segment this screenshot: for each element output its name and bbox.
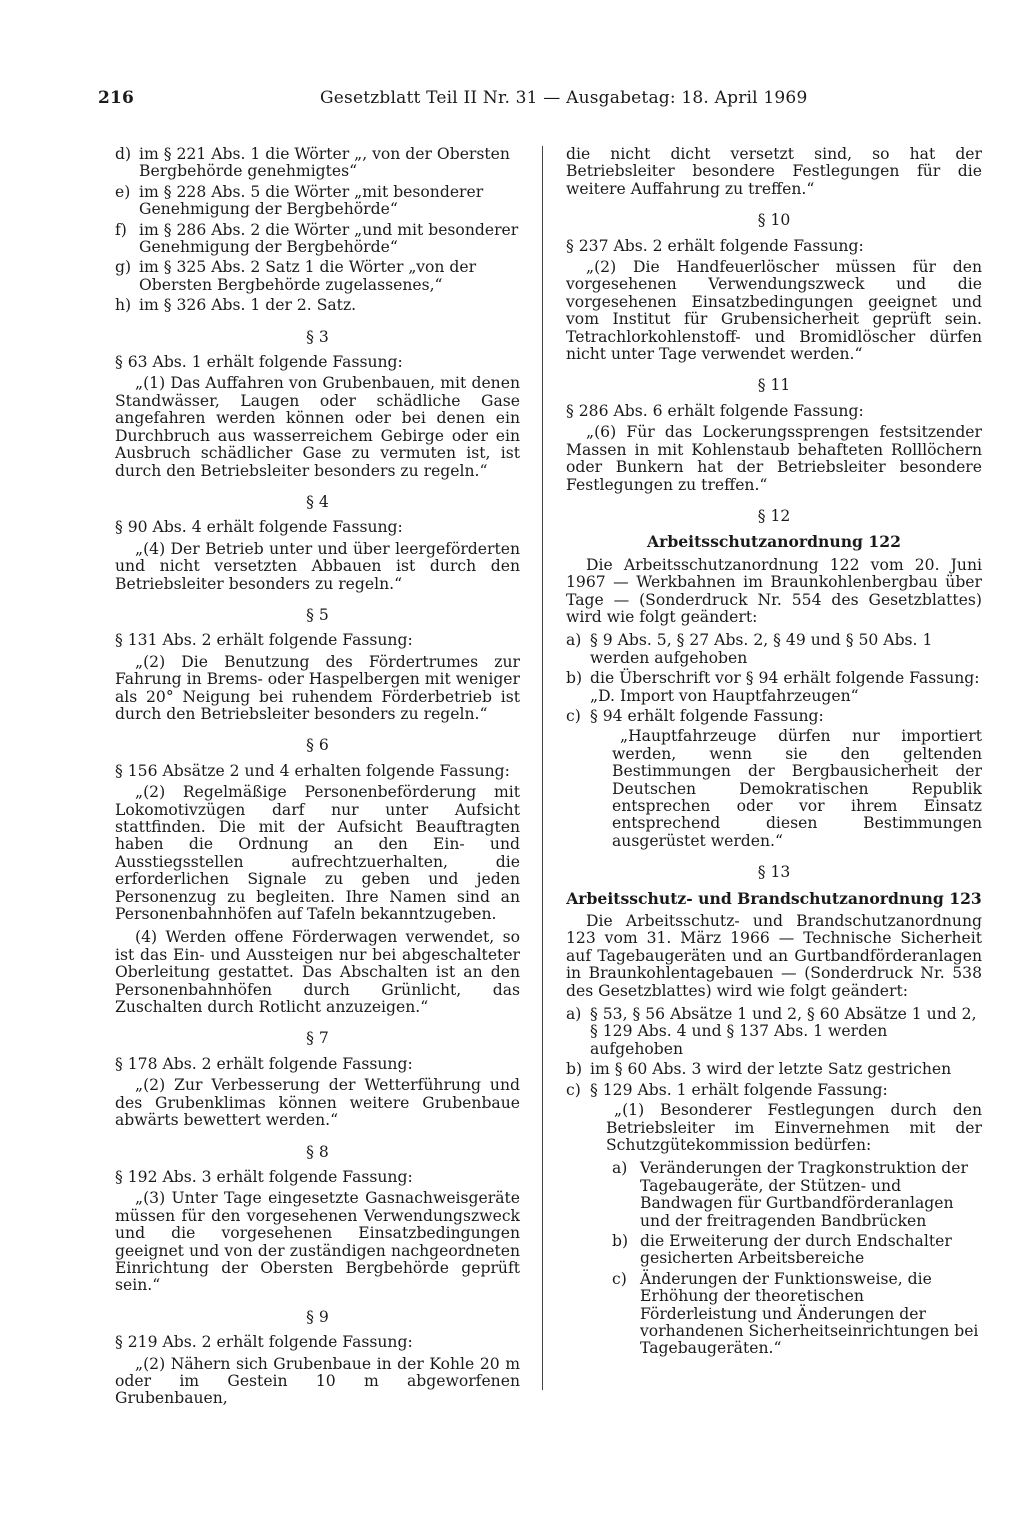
- list-item: f) im § 286 Abs. 2 die Wörter „und mit besonderer Genehmigung der Bergbehörde“: [115, 220, 519, 257]
- continuation-text: die nicht dicht versetzt sind, so hat der Betriebsleiter besondere Festlegungen für die weitere Auffahrung zu treffen.“: [566, 145, 982, 198]
- header-title: Gesetzblatt Teil II Nr. 31 — Ausgabetag: 18. April 1969: [320, 88, 808, 108]
- list-item: a) Veränderungen der Tragkonstruktion der Tagebaugeräte, der Stützen- und Bandwagen für Gurtbandförderanlagen und der freitragenden Bandbrücken: [612, 1159, 968, 1230]
- section-quote: „(2) Nähern sich Grubenbaue in der Kohle 20 m oder im Gestein 10 m abgeworfenen Grubenbauen,: [115, 1354, 520, 1408]
- section-heading: § 13: [757, 863, 791, 882]
- section-heading: § 9: [306, 1307, 329, 1326]
- section-intro: § 156 Absätze 2 und 4 erhalten folgende Fassung:: [115, 761, 510, 780]
- section-intro: Die Arbeitsschutzanordnung 122 vom 20. Juni 1967 — Werkbahnen im Braunkohlenbergbau über Tage — (Sonderdruck Nr. 554 des Gesetzblattes) wird wie folgt geändert:: [566, 555, 982, 626]
- section-heading: § 11: [757, 376, 791, 395]
- section-intro: § 237 Abs. 2 erhält folgende Fassung:: [566, 236, 864, 255]
- list-item: e) im § 228 Abs. 5 die Wörter „mit besonderer Genehmigung der Bergbehörde“: [115, 182, 484, 219]
- section-quote: „(2) Die Handfeuerlöscher müssen für den vorgesehenen Verwendungszweck und die vorgesehenen Einsatzbedingungen geeignet und vom Institut für Grubensicherheit geprüft sein. Tetrachlorkohlenstoff- und Bromidlöscher dürfen nicht unter Tage verwendet werden.“: [566, 258, 982, 364]
- right-column: [566, 146, 982, 1361]
- list-item: g) im § 325 Abs. 2 Satz 1 die Wörter „von der Obersten Bergbehörde zugelassenes,“: [115, 258, 477, 294]
- column-divider: [542, 146, 543, 1390]
- list-item: b) die Erweiterung der durch Endschalter gesicherten Arbeitsbereiche: [612, 1231, 952, 1268]
- list-item: b) die Überschrift vor § 94 erhält folgende Fassung: „D. Import von Hauptfahrzeugen“: [566, 669, 980, 705]
- section-heading: § 8: [306, 1142, 329, 1161]
- sub-list: [612, 1160, 982, 1357]
- section-quote: „(6) Für das Lockerungssprengen festsitzender Massen in mit Kohlenstaub behafteten Rolllöchern oder Bunkern hat der Betriebsleiter besondere Festlegungen zu treffen.“: [566, 423, 982, 494]
- section-heading: § 10: [757, 211, 791, 230]
- section-quote: „Hauptfahrzeuge dürfen nur importiert werden, wenn sie den geltenden Bestimmungen der Bergbausicherheit der Deutschen Demokratischen Republik entsprechen oder vor ihrem Einsatz entsprechend diesen Bestimmungen ausgerüstet werden.“: [612, 727, 982, 850]
- section-intro: § 131 Abs. 2 erhält folgende Fassung:: [115, 631, 413, 650]
- section-heading: § 6: [306, 736, 329, 755]
- section-quote: „(1) Besonderer Festlegungen durch den Betriebsleiter im Einvernehmen mit der Schutzgütekommission bedürfen:: [606, 1101, 982, 1154]
- page-header: [98, 88, 938, 112]
- section-intro: § 192 Abs. 3 erhält folgende Fassung:: [115, 1167, 413, 1186]
- section-heading: § 4: [306, 492, 329, 511]
- section-quote: „(2) Zur Verbesserung der Wetterführung und des Grubenklimas können weitere Grubenbaue abwärts bewettert werden.“: [115, 1076, 520, 1130]
- section-heading: § 3: [306, 327, 329, 346]
- section-heading: § 12: [757, 506, 791, 525]
- section-quote: „(4) Der Betrieb unter und über leergeförderten und nicht versetzten Abbauen ist durch den Betriebsleiter besonders zu regeln.“: [115, 539, 520, 593]
- list-item: a) § 9 Abs. 5, § 27 Abs. 2, § 49 und § 50 Abs. 1 werden aufgehoben: [566, 631, 933, 667]
- section-title: Arbeitsschutzanordnung 122: [647, 532, 901, 552]
- list-item: a) § 53, § 56 Absätze 1 und 2, § 60 Absätze 1 und 2, § 129 Abs. 4 und § 137 Abs. 1 werden aufgehoben: [566, 1005, 977, 1058]
- section-quote: „(2) Die Benutzung des Fördertrumes zur Fahrung in Brems- oder Haspelbergen mit weniger als 20° Neigung bei ruhendem Förderbetrieb ist durch den Betriebsleiter besonders zu regeln.“: [115, 652, 520, 723]
- section-title: Arbeitsschutz- und Brandschutzanordnung 123: [566, 888, 982, 908]
- list-item: b) im § 60 Abs. 3 wird der letzte Satz gestrichen: [566, 1060, 952, 1079]
- section-intro: § 63 Abs. 1 erhält folgende Fassung:: [115, 353, 403, 372]
- section-intro: § 90 Abs. 4 erhält folgende Fassung:: [115, 518, 403, 537]
- section-quote: „(3) Unter Tage eingesetzte Gasnachweisgeräte müssen für den vorgesehenen Verwendungszweck und die vorgesehenen Einsatzbedingungen geeignet und von der zuständigen nachgeordneten Einrichtung der Obersten Bergbehörde geprüft sein.“: [115, 1189, 520, 1295]
- section-quote: „(1) Das Auffahren von Grubenbauen, mit denen Standwässer, Laugen oder schädliche Gase angefahren werden können oder bei denen ein Durchbruch aus wasserreichem Gebirge oder ein Ausbruch schädlicher Gase zu vermuten ist, ist durch den Betriebsleiter besonders zu regeln.“: [115, 374, 520, 480]
- list-item: c) § 129 Abs. 1 erhält folgende Fassung:: [566, 1080, 888, 1099]
- section-intro: Die Arbeitsschutz- und Brandschutzanordnung 123 vom 31. März 1966 — Technische Sicherheit auf Tagebaugeräten und an Gurtbandförderanlagen in Braunkohlentagebauen — (Sonderdruck Nr. 538 des Gesetzblattes) wird wie folgt geändert:: [566, 912, 982, 1000]
- list-item: h) im § 326 Abs. 1 der 2. Satz.: [115, 296, 357, 315]
- list-item: d) im § 221 Abs. 1 die Wörter „, von der Obersten Bergbehörde genehmigtes“: [115, 145, 510, 181]
- section-intro: § 178 Abs. 2 erhält folgende Fassung:: [115, 1054, 413, 1073]
- section-intro: § 219 Abs. 2 erhält folgende Fassung:: [115, 1333, 413, 1352]
- section-quote: (4) Werden offene Förderwagen verwendet, so ist das Ein- und Aussteigen nur bei abgeschalteter Oberleitung gestattet. Das Abschalten ist an den Personenbahnhöfen durch Grünlicht, das Zuschalten durch Rotlicht anzuzeigen.“: [115, 928, 520, 1017]
- list-item: c) § 94 erhält folgende Fassung:: [566, 706, 824, 725]
- left-column: [115, 146, 520, 1414]
- section-heading: § 7: [306, 1029, 329, 1048]
- section-heading: § 5: [306, 605, 329, 624]
- page-number: 216: [98, 88, 135, 108]
- list-item: c) Änderungen der Funktionsweise, die Erhöhung der theoretischen Förderleistung und Änderungen der vorhandenen Sicherheitseinrichtungen bei Tagebaugeräten.“: [612, 1269, 979, 1358]
- section-intro: § 286 Abs. 6 erhält folgende Fassung:: [566, 401, 864, 420]
- section-quote: „(2) Regelmäßige Personenbeförderung mit Lokomotivzügen darf nur unter Aufsicht stattfinden. Die mit der Aufsicht Beauftragten haben die Ordnung an den Ein- und Ausstiegsstellen aufrechtzuerhalten, die erforderlichen Signale zu geben und jeden Personenzug zu begleiten. Ihre Namen sind an Personenbahnhöfen auf Tafeln bekanntzugeben.: [115, 783, 520, 924]
